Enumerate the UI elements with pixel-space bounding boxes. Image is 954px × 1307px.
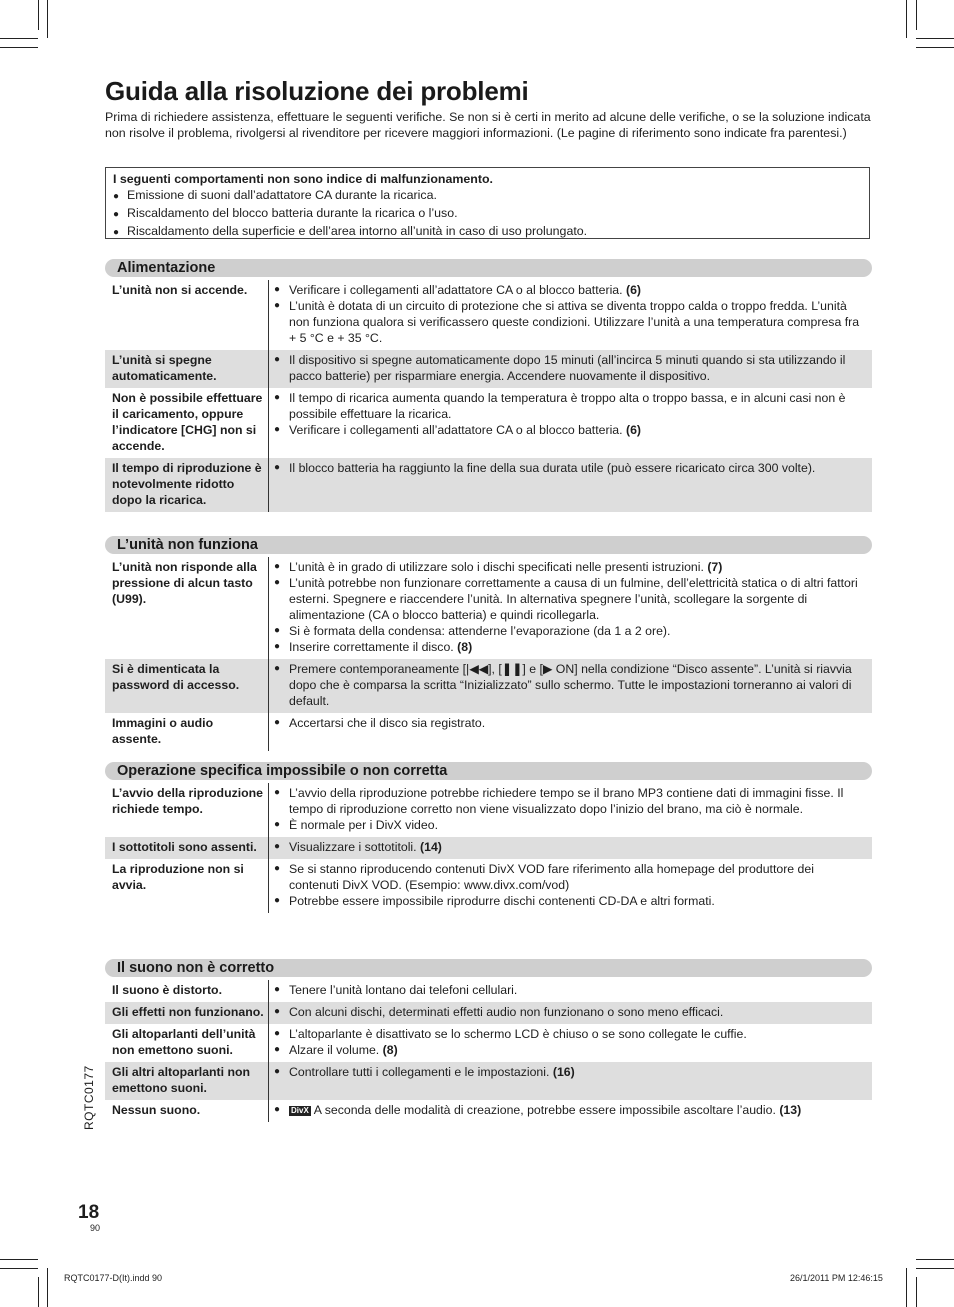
crop-mark — [916, 1268, 954, 1269]
solution-text: L’unità è dotata di un circuito di protezione che si attiva se diventa troppo calda o troppo fredda. L’unità non funziona qualora si verificassero queste condizioni. Utilizzare l’unità a una temperatura compresa fra + 5 °C e + 35 °C. — [289, 299, 860, 345]
table-row — [105, 1024, 872, 1062]
solution-text: L’avvio della riproduzione potrebbe richiedere tempo se il brano MP3 contiene dati di immagini fisse. Il tempo di riproduzione corretto non viene visualizzato dopo l’inizio del brano, ma ciò è normale. — [289, 786, 844, 816]
solution-text-wrap — [289, 390, 867, 422]
problem-label: Gli effetti non funzionano. — [105, 1002, 269, 1024]
bullet-icon: ● — [274, 717, 281, 728]
problem-label: Il tempo di riproduzione è notevolmente ridotto dopo la ricarica. — [105, 458, 269, 512]
table-row — [105, 783, 872, 837]
bullet-icon: ● — [274, 300, 281, 311]
solution-text-wrap — [289, 1004, 867, 1020]
section-unita-non-funziona — [105, 536, 872, 751]
side-product-code: RQTC0177 — [82, 1065, 96, 1130]
solution-item — [274, 817, 867, 833]
bullet-icon: ● — [274, 1006, 281, 1017]
solution-item — [274, 1064, 867, 1080]
solution-cell — [269, 388, 872, 458]
page-title: Guida alla risoluzione dei problemi — [105, 76, 529, 106]
table-row — [105, 837, 872, 859]
bullet-icon: ● — [274, 625, 281, 636]
solution-item — [274, 893, 867, 909]
bullet-icon: ● — [274, 392, 281, 403]
solution-text-wrap — [289, 1102, 867, 1118]
page-sub-number: 90 — [90, 1223, 101, 1233]
solution-item — [274, 559, 867, 575]
bullet-icon: ● — [274, 1104, 281, 1115]
problem-label: L’avvio della riproduzione richiede tempo. — [105, 783, 269, 837]
bullet-icon: ● — [274, 863, 281, 874]
note-box-item: ● Riscaldamento del blocco batteria durante la ricarica o l’uso. — [113, 205, 862, 223]
table-row — [105, 458, 872, 512]
bullet-icon: ● — [274, 577, 281, 588]
bullet-icon: ● — [274, 462, 281, 473]
solution-cell — [269, 350, 872, 388]
solution-item — [274, 639, 867, 655]
section-alimentazione — [105, 259, 872, 512]
solution-text-wrap — [289, 839, 867, 855]
bullet-icon: ● — [274, 284, 281, 295]
table-row — [105, 350, 872, 388]
solution-text-wrap — [289, 575, 867, 623]
problem-label: Gli altoparlanti dell’unità non emettono suoni. — [105, 1024, 269, 1062]
solution-text: Potrebbe essere impossibile riprodurre dischi contenenti CD-DA e altri formati. — [289, 894, 715, 908]
bullet-icon: ● — [274, 787, 281, 798]
bullet-icon: ● — [274, 1066, 281, 1077]
solution-cell — [269, 1024, 872, 1062]
solution-text-wrap — [289, 1064, 867, 1080]
solution-text-wrap — [289, 982, 867, 998]
page-reference: (8) — [382, 1043, 398, 1057]
bullet-icon: ● — [274, 641, 281, 652]
solution-text-wrap — [289, 715, 867, 731]
note-box-item: ● Riscaldamento della superficie e dell’area intorno all’unità in caso di uso prolungato. — [113, 223, 862, 241]
solution-text-wrap — [289, 785, 867, 817]
footer-file-name: RQTC0177-D(It).indd 90 — [64, 1273, 163, 1283]
problem-label: Si è dimenticata la password di accesso. — [105, 659, 269, 713]
section-heading: Operazione specifica impossibile o non corretta — [105, 762, 872, 780]
page-reference: (6) — [626, 283, 642, 297]
section-heading: Il suono non è corretto — [105, 959, 872, 977]
crop-mark — [47, 1268, 48, 1307]
solution-cell — [269, 557, 872, 659]
intro-paragraph: Prima di richiedere assistenza, effettuare le seguenti verifiche. Se non si è certi in merito ad alcune delle verifiche, o se la soluzione indicata non risolve il problema, rivolgersi al rivenditore per ricevere maggiori informazioni. (Le pagine di riferimento sono indicate fra parentesi.) — [105, 110, 871, 140]
bullet-icon: ● — [274, 984, 281, 995]
solution-item — [274, 282, 867, 298]
solution-cell — [269, 280, 872, 350]
page-reference: (6) — [626, 423, 642, 437]
table-row — [105, 859, 872, 913]
solution-text-wrap — [289, 639, 867, 655]
page-reference: (7) — [707, 560, 723, 574]
solution-text-wrap — [289, 282, 867, 298]
solution-item — [274, 298, 867, 346]
crop-mark — [906, 0, 907, 38]
problem-label: I sottotitoli sono assenti. — [105, 837, 269, 859]
solution-item — [274, 390, 867, 422]
solution-text: L’unità è in grado di utilizzare solo i dischi specificati nelle presenti istruzioni. — [289, 560, 704, 574]
solution-cell — [269, 1100, 872, 1122]
solution-text: Tenere l’unità lontano dai telefoni cellulari. — [289, 983, 518, 997]
solution-text-wrap — [289, 559, 867, 575]
page-reference: (14) — [420, 840, 442, 854]
solution-text: Verificare i collegamenti all’adattatore CA o al blocco batteria. — [289, 423, 623, 437]
solution-text: Con alcuni dischi, determinati effetti audio non funzionano o sono meno efficaci. — [289, 1005, 724, 1019]
solution-text: Premere contemporaneamente [|◀◀], [❚❚] e [▶ ON] nella condizione “Disco assente”. L’unità si riavvia dopo che è comparsa la scritta “Inizializzato” sullo schermo. Tutte le impostazioni torneranno ai valori di default. — [289, 662, 852, 708]
solution-item — [274, 422, 867, 438]
solution-text: Il blocco batteria ha raggiunto la fine della sua durata utile (può essere ricaricato circa 300 volte). — [289, 461, 816, 475]
solution-text: Accertarsi che il disco sia registrato. — [289, 716, 486, 730]
solution-cell — [269, 980, 872, 1002]
solution-text: Alzare il volume. — [289, 1043, 380, 1057]
solution-text: Il dispositivo si spegne automaticamente dopo 15 minuti (all’incirca 5 minuti quando si sta utilizzando il pacco batterie) per risparmiare energia. Accendere nuovamente il dispositivo. — [289, 353, 846, 383]
table-row — [105, 388, 872, 458]
solution-text: È normale per i DivX video. — [289, 818, 438, 832]
problem-label: Immagini o audio assente. — [105, 713, 269, 751]
solution-cell — [269, 837, 872, 859]
crop-mark — [0, 1259, 38, 1260]
solution-cell — [269, 1002, 872, 1024]
solution-item — [274, 1026, 867, 1042]
solution-text-wrap — [289, 422, 867, 438]
solution-item — [274, 785, 867, 817]
table-row — [105, 1062, 872, 1100]
crop-mark — [916, 38, 954, 39]
solution-item — [274, 623, 867, 639]
crop-mark — [38, 0, 39, 30]
crop-mark — [38, 1277, 39, 1307]
problem-label: Nessun suono. — [105, 1100, 269, 1122]
solution-text-wrap — [289, 352, 867, 384]
crop-mark — [0, 1268, 38, 1269]
crop-mark — [0, 47, 38, 48]
note-box-heading: I seguenti comportamenti non sono indice di malfunzionamento. — [113, 172, 494, 186]
bullet-icon: ● — [274, 663, 281, 674]
bullet-icon: ● — [274, 354, 281, 365]
solution-text: Controllare tutti i collegamenti e le impostazioni. — [289, 1065, 550, 1079]
solution-item — [274, 661, 867, 709]
solution-item — [274, 575, 867, 623]
solution-cell — [269, 713, 872, 751]
solution-text: Il tempo di ricarica aumenta quando la temperatura è troppo alta o troppo bassa, e in alcuni casi non è possibile effettuare la ricarica. — [289, 391, 846, 421]
solution-item — [274, 715, 867, 731]
bullet-icon: ● — [274, 895, 281, 906]
table-row — [105, 713, 872, 751]
bullet-icon: ● — [274, 841, 281, 852]
solution-text: Verificare i collegamenti all’adattatore CA o al blocco batteria. — [289, 283, 623, 297]
problem-label: L’unità non risponde alla pressione di alcun tasto (U99). — [105, 557, 269, 659]
note-box — [105, 167, 870, 239]
solution-text: Inserire correttamente il disco. — [289, 640, 454, 654]
solution-text: Se si stanno riproducendo contenuti DivX VOD fare riferimento alla homepage del produttore dei contenuti DivX VOD. (Esempio: www.divx.com/vod) — [289, 862, 814, 892]
table-row — [105, 1002, 872, 1024]
crop-mark — [916, 1277, 917, 1307]
divx-badge: DivX — [291, 1105, 309, 1115]
bullet-icon: ● — [274, 424, 281, 435]
footer-timestamp: 26/1/2011 PM 12:46:15 — [790, 1273, 883, 1283]
page-reference: (16) — [552, 1065, 575, 1079]
solution-cell — [269, 783, 872, 837]
solution-cell — [269, 859, 872, 913]
solution-text-wrap — [289, 298, 867, 346]
solution-cell — [269, 1062, 872, 1100]
bullet-icon: ● — [274, 819, 281, 830]
solution-text-wrap — [289, 1026, 867, 1042]
table-row — [105, 980, 872, 1002]
problem-label: Il suono è distorto. — [105, 980, 269, 1002]
page-reference: (8) — [457, 640, 473, 654]
solution-cell — [269, 458, 872, 512]
crop-mark — [47, 0, 48, 38]
section-heading: L’unità non funziona — [105, 536, 872, 554]
solution-item — [274, 982, 867, 998]
solution-item — [274, 352, 867, 384]
page-reference: (13) — [779, 1103, 802, 1117]
crop-mark — [0, 38, 38, 39]
solution-text: A seconda delle modalità di creazione, potrebbe essere impossibile ascoltare l’audio. — [313, 1103, 776, 1117]
solution-text: L’unità potrebbe non funzionare correttamente a causa di un fulmine, dell’elettricità statica o di altri fattori esterni. Spegnere e riaccendere l’unità. In alternativa spegnere l’unità, scollegare la sorgente di alimentazione (CA o blocco batteria) e quindi ricollegarla. — [289, 576, 858, 622]
page-number: 18 — [78, 1202, 100, 1223]
solution-item — [274, 1004, 867, 1020]
solution-text-wrap — [289, 460, 867, 476]
solution-text: L’altoparlante è disattivato se lo schermo LCD è chiuso o se sono collegate le cuffie. — [289, 1027, 747, 1041]
crop-mark — [906, 1268, 907, 1307]
section-operazione-specifica — [105, 762, 872, 913]
problem-label: Gli altri altoparlanti non emettono suoni. — [105, 1062, 269, 1100]
table-row — [105, 659, 872, 713]
problem-label: Non è possibile effettuare il caricamento, oppure l’indicatore [CHG] non si accende. — [105, 388, 269, 458]
note-box-item: ● Emissione di suoni dall’adattatore CA durante la ricarica. — [113, 187, 862, 205]
solution-text-wrap — [289, 623, 867, 639]
section-heading: Alimentazione — [105, 259, 872, 277]
table-row — [105, 557, 872, 659]
solution-text-wrap — [289, 1042, 867, 1058]
solution-text: Visualizzare i sottotitoli. — [289, 840, 417, 854]
solution-item — [274, 460, 867, 476]
solution-text-wrap — [289, 817, 867, 833]
table-row — [105, 1100, 872, 1122]
solution-item — [274, 1102, 867, 1118]
solution-text-wrap — [289, 861, 867, 893]
solution-item — [274, 839, 867, 855]
crop-mark — [916, 1259, 954, 1260]
crop-mark — [916, 0, 917, 30]
problem-label: La riproduzione non si avvia. — [105, 859, 269, 913]
table-row — [105, 280, 872, 350]
crop-mark — [916, 47, 954, 48]
problem-label: L’unità si spegne automaticamente. — [105, 350, 269, 388]
bullet-icon: ● — [274, 1028, 281, 1039]
solution-text: Si è formata della condensa: attenderne l’evaporazione (da 1 a 2 ore). — [289, 624, 671, 638]
solution-item — [274, 1042, 867, 1058]
solution-text-wrap — [289, 893, 867, 909]
bullet-icon: ● — [274, 561, 281, 572]
solution-item — [274, 861, 867, 893]
solution-text-wrap — [289, 661, 867, 709]
problem-label: L’unità non si accende. — [105, 280, 269, 350]
section-suono-non-corretto — [105, 959, 872, 1122]
solution-cell — [269, 659, 872, 713]
bullet-icon: ● — [274, 1044, 281, 1055]
